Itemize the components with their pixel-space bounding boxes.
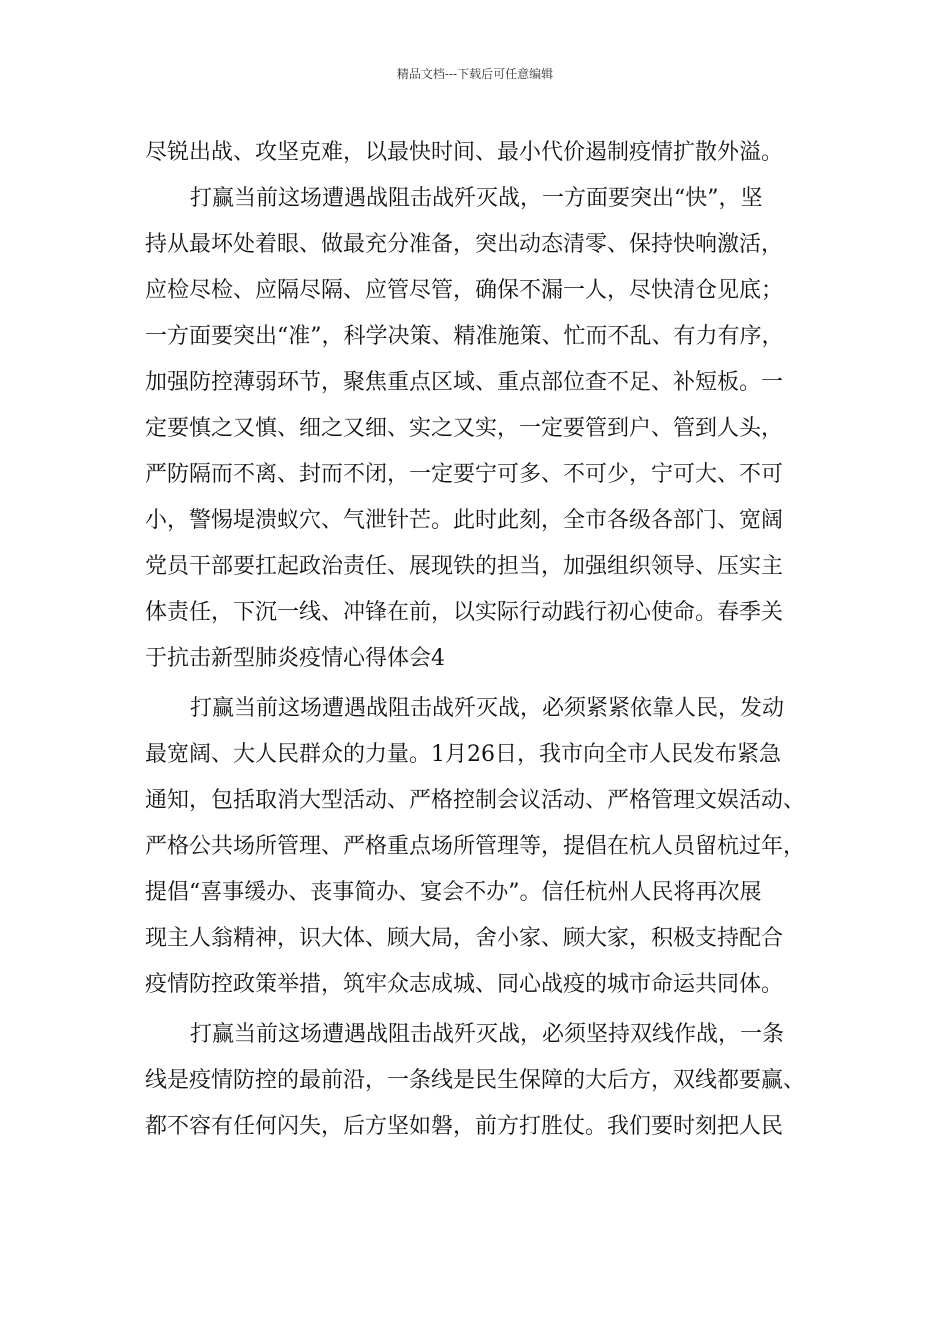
paragraph-start-line: 打赢当前这场遭遇战阻击战歼灭战，必须紧紧依靠人民，发动 bbox=[190, 696, 785, 721]
text-line: 体责任，下沉一线、冲锋在前，以实际行动践行初心使命。春季关 bbox=[145, 600, 784, 625]
page-header: 精品文档---下载后可任意编辑 bbox=[396, 67, 554, 81]
text-line: 党员干部要扛起政治责任、展现铁的担当，加强组织领导、压实主 bbox=[145, 554, 784, 579]
text-line: 加强防控薄弱环节，聚焦重点区域、重点部位查不足、补短板。一 bbox=[145, 370, 784, 395]
text-line: 严格公共场所管理、严格重点场所管理等，提倡在杭人员留杭过年， bbox=[145, 834, 806, 859]
text-line: 都不容有任何闪失，后方坚如磐，前方打胜仗。我们要时刻把人民 bbox=[145, 1114, 784, 1139]
document-body bbox=[145, 130, 825, 1150]
text-line: 应检尽检、应隔尽隔、应管尽管，确保不漏一人，尽快清仓见底； bbox=[145, 278, 784, 303]
text-line: 一方面要突出“准”，科学决策、精准施策、忙而不乱、有力有序， bbox=[145, 324, 784, 349]
text-line: 小，警惕堤溃蚁穴、气泄针芒。此时此刻，全市各级各部门、宽阔 bbox=[145, 508, 784, 533]
text-line: 定要慎之又慎、细之又细、实之又实，一定要管到户、管到人头， bbox=[145, 416, 784, 441]
paragraph-start-line: 打赢当前这场遭遇战阻击战歼灭战，一方面要突出“快”，坚 bbox=[190, 186, 763, 211]
text-line: 持从最坏处着眼、做最充分准备，突出动态清零、保持快响激活， bbox=[145, 232, 784, 257]
text-line: 疫情防控政策举措，筑牢众志成城、同心战疫的城市命运共同体。 bbox=[145, 972, 784, 997]
text-line: 严防隔而不离、封而不闭，一定要宁可多、不可少，宁可大、不可 bbox=[145, 462, 784, 487]
text-line: 通知，包括取消大型活动、严格控制会议活动、严格管理文娱活动、 bbox=[145, 788, 806, 813]
text-line: 线是疫情防控的最前沿，一条线是民生保障的大后方，双线都要赢、 bbox=[145, 1068, 806, 1093]
text-line: 提倡“喜事缓办、丧事简办、宴会不办”。信任杭州人民将再次展 bbox=[145, 880, 762, 905]
paragraph-start-line: 打赢当前这场遭遇战阻击战歼灭战，必须坚持双线作战，一条 bbox=[190, 1022, 785, 1047]
text-line: 最宽阔、大人民群众的力量。1月26日，我市向全市人民发布紧急 bbox=[145, 742, 781, 767]
text-line: 现主人翁精神，识大体、顾大局，舍小家、顾大家，积极支持配合 bbox=[145, 926, 784, 951]
text-line: 于抗击新型肺炎疫情心得体会4 bbox=[145, 646, 445, 671]
text-line: 尽锐出战、攻坚克难，以最快时间、最小代价遏制疫情扩散外溢。 bbox=[145, 140, 784, 165]
